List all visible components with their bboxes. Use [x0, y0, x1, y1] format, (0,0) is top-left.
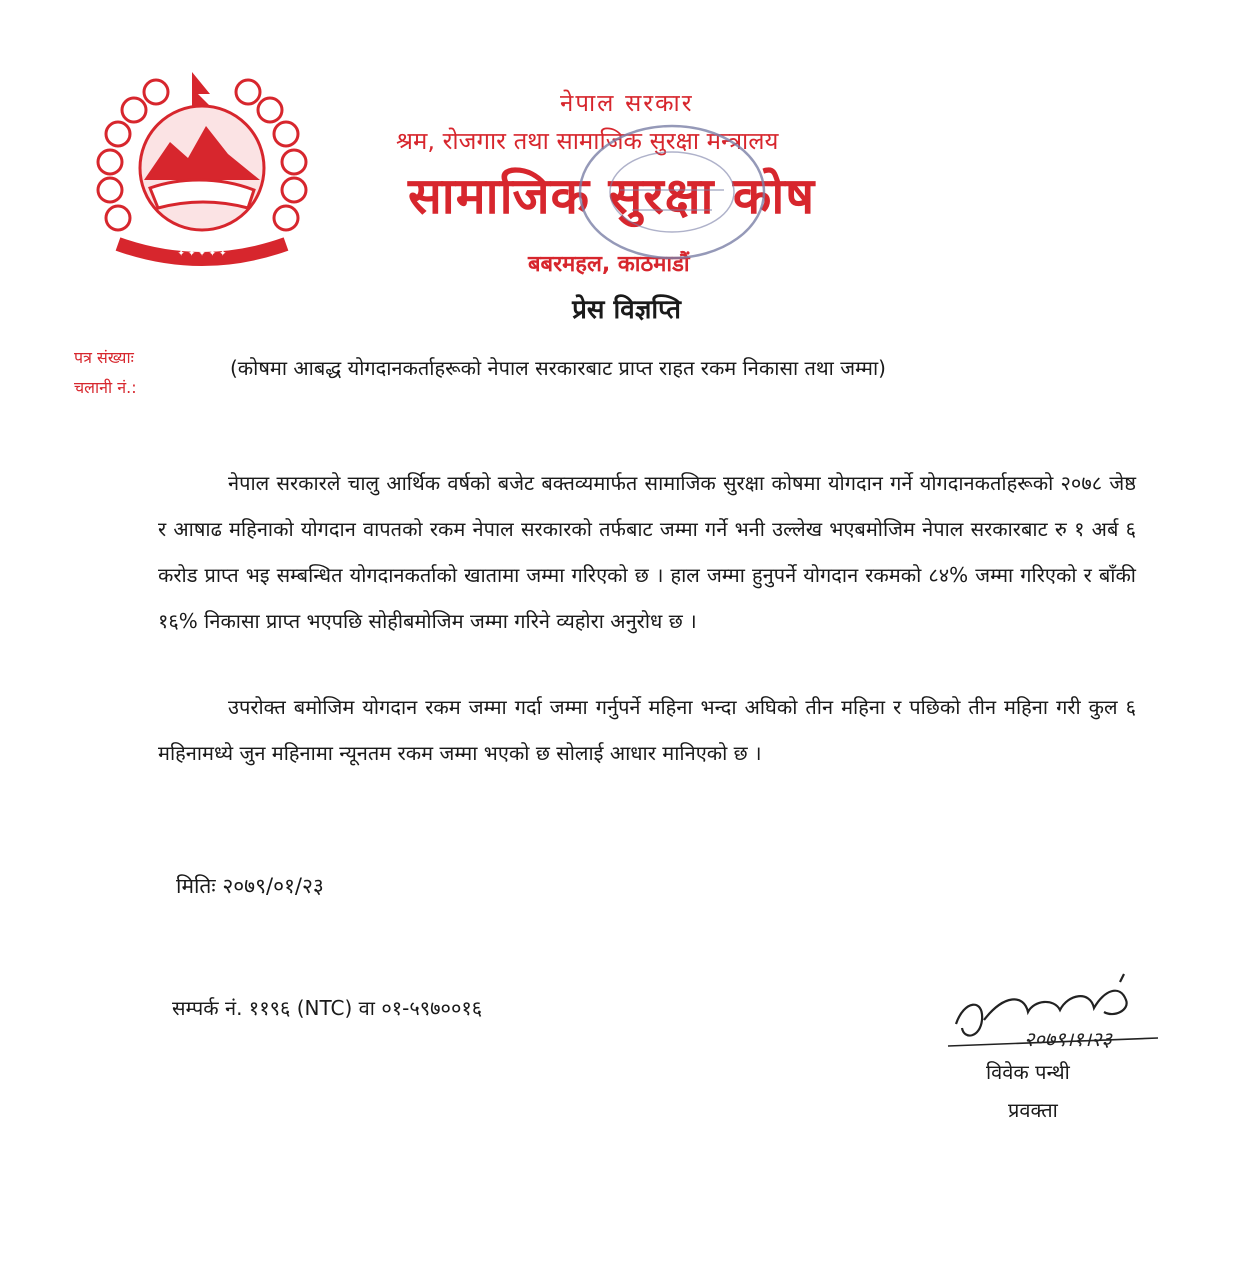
- official-seal-stamp-icon: [572, 120, 772, 265]
- government-title: नेपाल सरकार: [560, 89, 694, 117]
- press-release-heading: प्रेस विज्ञप्ति: [572, 295, 681, 325]
- ministry-name: श्रम, रोजगार तथा सामाजिक सुरक्षा मन्त्रालय: [396, 127, 779, 155]
- signatory-role: प्रवक्ता: [1008, 1098, 1058, 1122]
- paragraph-text: नेपाल सरकारले चालु आर्थिक वर्षको बजेट बक्तव्यमार्फत सामाजिक सुरक्षा कोषमा योगदान गर्ने योगदानकर्ताहरूको २०७८ जेष्ठ र आषाढ महिनाको योगदान वापतको रकम नेपाल सरकारको तर्फबाट जम्मा गर्ने भनी उल्लेख भएबमोजिम नेपाल सरकारबाट रु १ अर्ब ६ करोड प्राप्त भइ सम्बन्धित योगदानकर्ताको खातामा जम्मा गरिएको छ । हाल जम्मा हुनुपर्ने योगदान रकमको ८४% जम्मा गरिएको र बाँकी १६% निकासा प्राप्त भएपछि सोहीबमोजिम जम्मा गरिने व्यहोरा अनुरोध छ ।: [158, 471, 1136, 633]
- reference-number-label: पत्र संख्याः: [74, 348, 134, 367]
- contact-number: सम्पर्क नं. ११९६ (NTC) वा ०१-५९७००१६: [172, 996, 483, 1020]
- dispatch-number-label: चलानी नं.:: [74, 378, 137, 397]
- document-date: मितिः २०७९/०१/२३: [176, 874, 324, 898]
- signatory-name: विवेक पन्थी: [986, 1060, 1070, 1084]
- body-paragraph-2: [158, 684, 1136, 776]
- svg-text:✦ ✦ ✦ ✦ ✦: ✦ ✦ ✦ ✦ ✦: [177, 249, 227, 259]
- handwritten-signature-icon: [944, 960, 1174, 1060]
- nepal-emblem-icon: [88, 68, 316, 268]
- subject-line: (कोषमा आबद्ध योगदानकर्ताहरूको नेपाल सरकारबाट प्राप्त राहत रकम निकासा तथा जम्मा): [230, 356, 886, 380]
- office-address: बबरमहल, काठमाडौं: [528, 252, 690, 277]
- office-name: सामाजिक सुरक्षा कोष: [408, 167, 816, 225]
- body-paragraph-1: [158, 460, 1136, 644]
- paragraph-text: उपरोक्त बमोजिम योगदान रकम जम्मा गर्दा जम्मा गर्नुपर्ने महिना भन्दा अघिको तीन महिना र पछिको तीन महिना गरी कुल ६ महिनामध्ये जुन महिनामा न्यूनतम रकम जम्मा भएको छ सोलाई आधार मानिएको छ ।: [158, 695, 1136, 765]
- svg-text:२०७९।१।२३: २०७९।१।२३: [1024, 1027, 1112, 1051]
